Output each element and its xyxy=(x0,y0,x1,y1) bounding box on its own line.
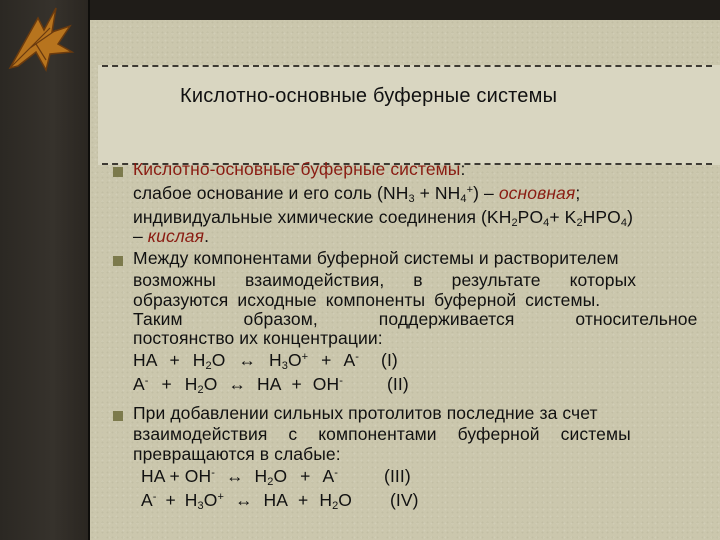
bullet2-line4: Таким образом, поддерживается относительное xyxy=(133,309,698,329)
bullet3-line2: взаимодействия с компонентами буферной системы xyxy=(133,424,631,444)
bullet-marker xyxy=(113,411,123,421)
autumn-leaf-decoration xyxy=(0,0,80,75)
bullet1-line3: индивидуальные химические соединения $(KH_2PO_4+ K_2HPO_4)$ xyxy=(133,207,634,229)
bullet2-line1: Между компонентами буферной системы и растворителем xyxy=(133,248,619,268)
equation-1: HA + $H_2O$ ↔ $H_3O^+ + A^-$ (I) xyxy=(133,350,398,372)
title-band xyxy=(98,65,720,165)
bullet2-line2: возможны взаимодействия, в результате которых xyxy=(133,270,637,290)
left-strip xyxy=(0,0,88,540)
equation-2: $A^- + H_2O$ ↔ HA + OH- (II) xyxy=(133,374,409,396)
divider-top xyxy=(102,65,712,67)
bullet3-line1: При добавлении сильных протолитов последние за счет xyxy=(133,403,598,423)
bullet2-line3: образуются исходные компоненты буферной системы. xyxy=(133,290,601,310)
bullet1-lead: Кислотно-основные буферные системы xyxy=(133,159,461,179)
slide-title: Кислотно-основные буферные системы xyxy=(180,85,558,107)
bullet1-line4: – кислая. xyxy=(133,226,210,246)
bullet1-line2: слабое основание и его соль $(NH_3 + NH_4^+)$ – основная; xyxy=(133,183,581,205)
bullet-marker xyxy=(113,256,123,266)
bullet3-line3: превращаются в слабые: xyxy=(133,444,341,464)
bullet1-line1: Кислотно-основные буферные системы: xyxy=(133,159,466,179)
equation-4: $A^- + H_3O^+$ ↔ HA + $H_2O$ (IV) xyxy=(141,490,419,512)
bullet2-line5: постоянство их концентрации: xyxy=(133,328,383,348)
equation-3: HA + OH- ↔ $H_2O + A^-$ (III) xyxy=(141,466,411,488)
bullet-marker xyxy=(113,167,123,177)
